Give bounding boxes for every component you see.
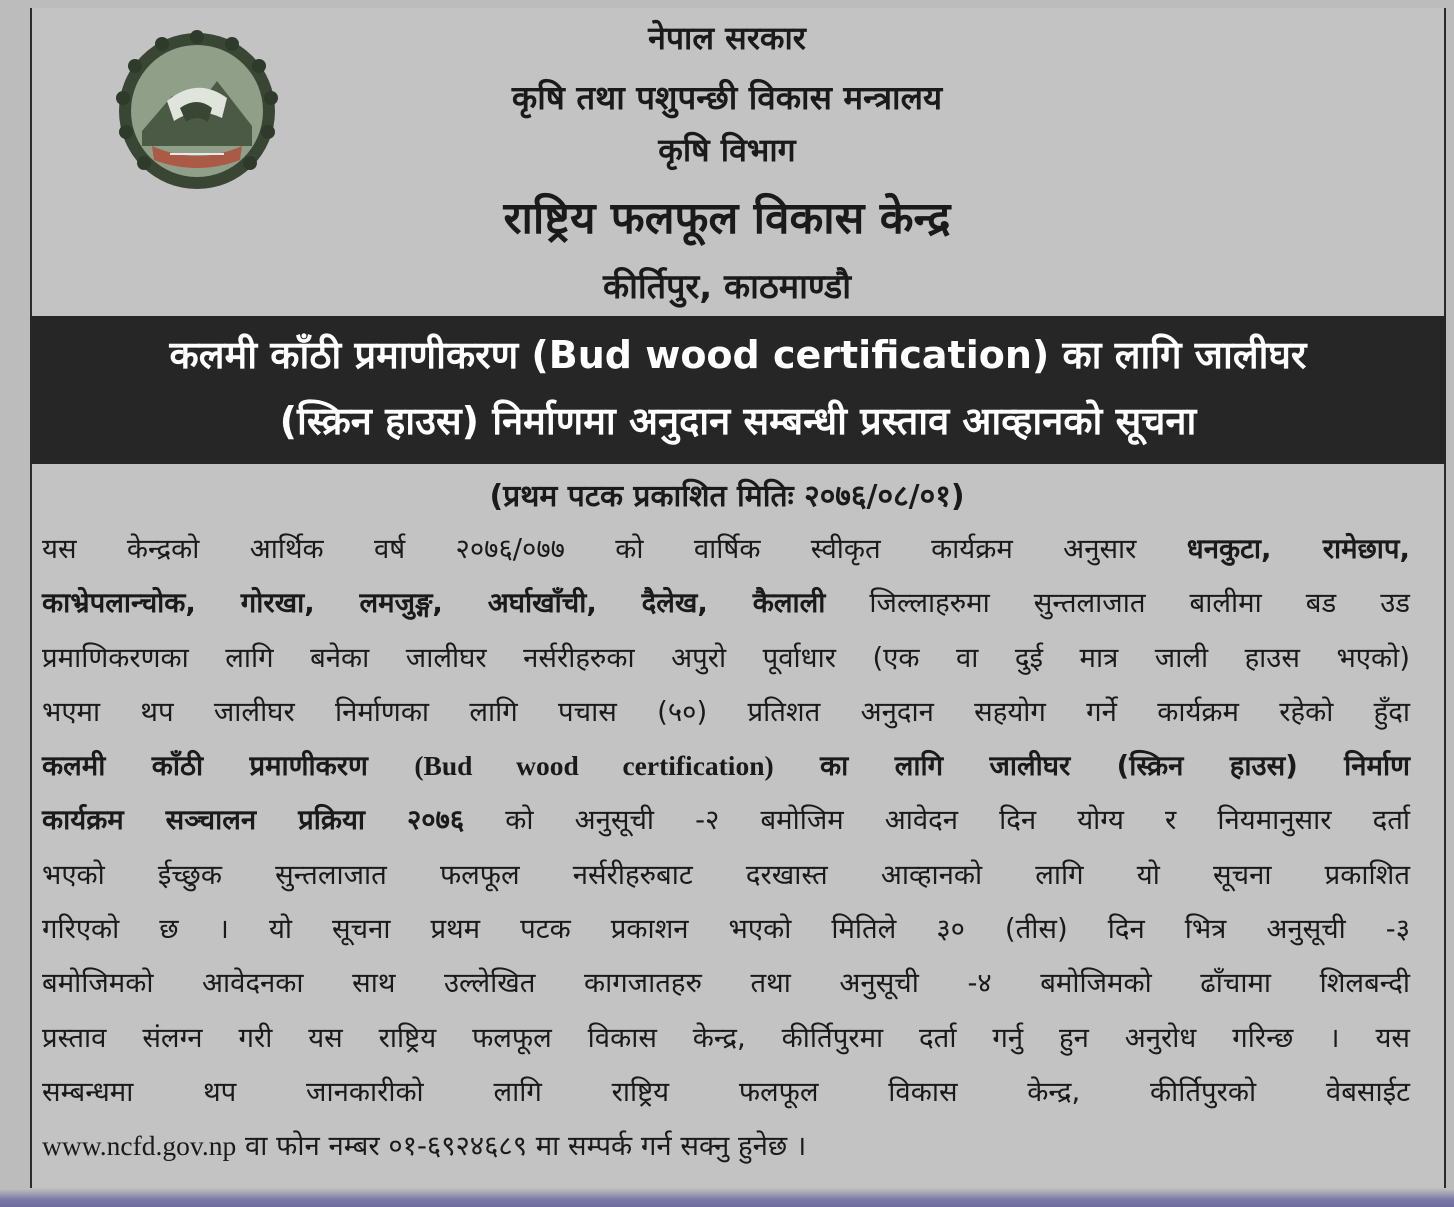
notice-body [42, 522, 1410, 1174]
body-line: सम्बन्धमा थप जानकारीको लागि राष्ट्रिय फलफूल विकास केन्द्र, कीर्तिपुरको वेबसाईट [42, 1075, 1410, 1108]
bottom-page-strip [0, 1189, 1454, 1207]
publish-date: (प्रथम पटक प्रकाशित मितिः २०७६/०८/०१) [489, 479, 965, 514]
body-line: प्रस्ताव संलग्न गरी यस राष्ट्रिय फलफूल विकास केन्द्र, कीर्तिपुरमा दर्ता गर्नु हुन अनुरोध गरिन्छ । यस [42, 1021, 1410, 1054]
government-name: नेपाल सरकार [648, 19, 806, 57]
body-line: गरिएको छ । यो सूचना प्रथम पटक प्रकाशन भएको मितिले ३० (तीस) दिन भित्र अनुसूची -३ [42, 913, 1410, 946]
body-line: भएमा थप जालीघर निर्माणका लागि पचास (५०) प्रतिशत अनुदान सहयोग गर्ने कार्यक्रम रहेको हुँदा [42, 695, 1410, 728]
body-line: कार्यक्रम सञ्चालन प्रक्रिया २०७६ को अनुसूची -२ बमोजिम आवेदन दिन योग्य र नियमानुसार दर्ता [42, 804, 1410, 837]
notice-title-line-1: कलमी काँठी प्रमाणीकरण (Bud wood certification) का लागि जालीघर [169, 333, 1307, 377]
body-line: बमोजिमको आवेदनका साथ उल्लेखित कागजातहरु तथा अनुसूची -४ बमोजिमको ढाँचामा शिलबन्दी [42, 967, 1410, 1000]
department-name: कृषि विभाग [658, 131, 796, 169]
body-line: प्रमाणिकरणका लागि बनेका जालीघर नर्सरीहरुका अपुरो पूर्वाधार (एक वा दुई मात्र जाली हाउस भएको) [42, 641, 1410, 674]
notice-title-line-2: (स्क्रिन हाउस) निर्माणमा अनुदान सम्बन्धी प्रस्ताव आव्हानको सूचना [279, 399, 1197, 443]
center-location: कीर्तिपुर, काठमाण्डौ [602, 267, 852, 307]
body-line: काभ्रेपलान्चोक, गोरखा, लमजुङ्ग, अर्घाखाँची, दैलेख, कैलाली जिल्लाहरुमा सुन्तलाजात बालीमा बड उड [42, 587, 1410, 620]
notice-title-band [30, 316, 1446, 464]
ministry-name: कृषि तथा पशुपन्छी विकास मन्त्रालय [511, 78, 943, 117]
body-line: www.ncfd.gov.np वा फोन नम्बर ०१-६९२४६८९ मा सम्पर्क गर्न सक्नु हुनेछ । [42, 1130, 807, 1163]
body-line: कलमी काँठी प्रमाणीकरण (Bud wood certification) का लागि जालीघर (स्क्रिन हाउस) निर्माण [42, 750, 1410, 783]
center-name: राष्ट्रिय फलफूल विकास केन्द्र [503, 193, 951, 244]
body-line: यस केन्द्रको आर्थिक वर्ष २०७६/०७७ को वार्षिक स्वीकृत कार्यक्रम अनुसार धनकुटा, रामेछाप, [42, 533, 1410, 565]
body-line: भएको ईच्छुक सुन्तलाजात फलफूल नर्सरीहरुबाट दरखास्त आव्हानको लागि यो सूचना प्रकाशित [42, 858, 1410, 891]
website-link[interactable]: www.ncfd.gov.np [42, 1130, 237, 1162]
